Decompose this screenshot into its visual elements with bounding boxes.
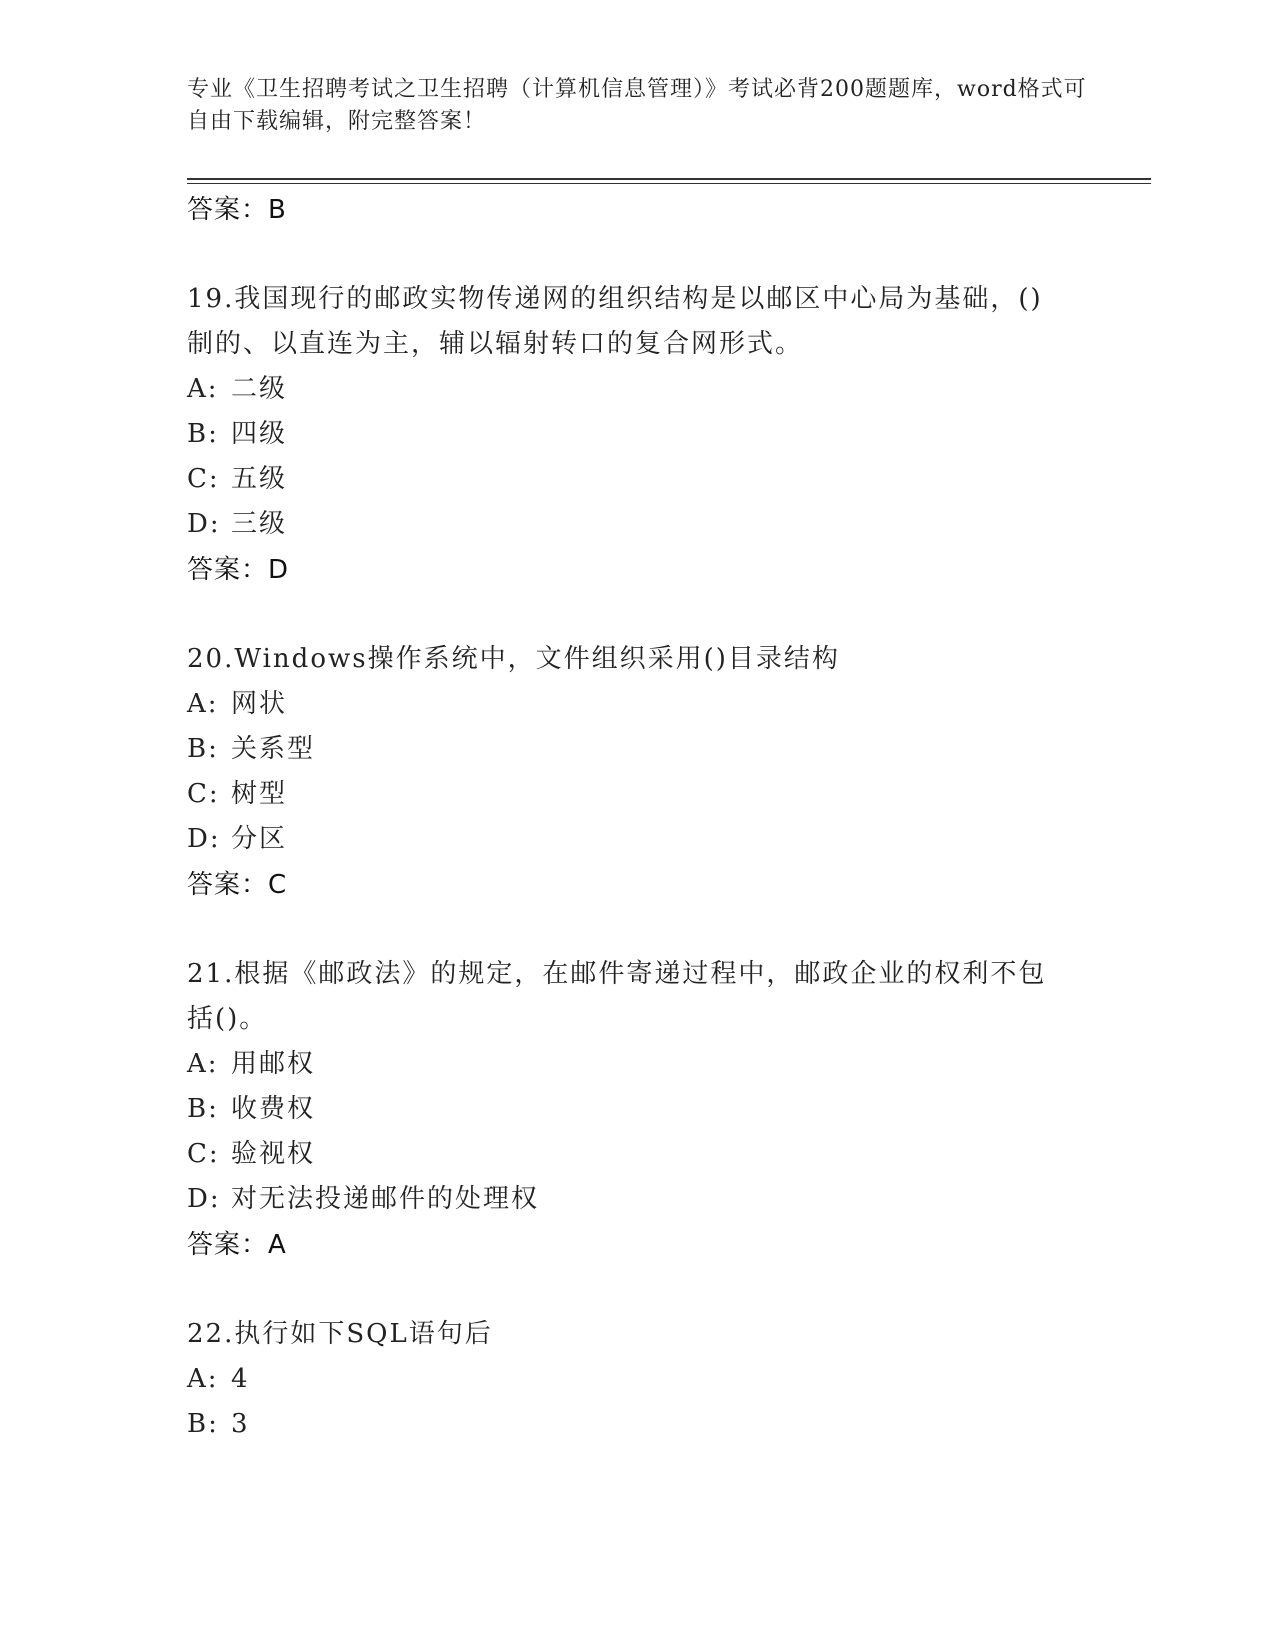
option-letter: D: [187,824,221,854]
answer-label: 答案： [187,1230,269,1260]
option-b [187,1402,1087,1447]
option-letter: B: [187,1094,219,1124]
option-text: 验视权 [231,1139,316,1169]
option-c [187,457,1087,502]
answer-value: D [268,555,290,585]
option-a [187,1357,1087,1402]
option-c [187,772,1087,817]
option-text: 3 [231,1409,250,1439]
question-block [187,1312,1087,1447]
option-text: 树型 [231,779,288,809]
answer-label: 答案： [187,195,269,225]
option-text: 用邮权 [231,1049,316,1079]
option-text: 四级 [231,419,288,449]
option-text: 网状 [231,689,288,719]
document-header: 专业《卫生招聘考试之卫生招聘（计算机信息管理）》考试必背200题题库，word格式可自由下载编辑，附完整答案！ [187,77,1087,134]
question-block [187,952,1087,1312]
question-block [187,637,1087,952]
option-c [187,1132,1087,1177]
option-letter: D: [187,509,221,539]
option-text: 收费权 [231,1094,316,1124]
option-b [187,412,1087,457]
option-b [187,1087,1087,1132]
option-a [187,1042,1087,1087]
option-letter: A: [187,1364,219,1394]
option-letter: C: [187,464,220,494]
option-text: 分区 [231,824,288,854]
option-letter: C: [187,779,220,809]
option-letter: A: [187,689,219,719]
header-divider-thin [187,183,1151,184]
option-text: 对无法投递邮件的处理权 [231,1184,540,1214]
option-text: 二级 [231,374,288,404]
answer-line [187,547,1087,593]
option-letter: B: [187,1409,219,1439]
option-text: 关系型 [231,734,316,764]
answer-value: C [268,870,288,900]
question-list [187,187,1087,1447]
answer-line [187,187,1087,233]
option-b [187,727,1087,772]
option-text: 4 [231,1364,250,1394]
answer-value: B [268,195,287,225]
question-block [187,277,1087,637]
question-stem: 19.我国现行的邮政实物传递网的组织结构是以邮区中心局为基础，()制的、以直连为主，辅以辐射转口的复合网形式。 [187,284,1043,359]
question-stem: 21.根据《邮政法》的规定，在邮件寄递过程中，邮政企业的权利不包括()。 [187,959,1047,1034]
header-divider [187,178,1151,180]
option-text: 三级 [231,509,288,539]
answer-line [187,862,1087,908]
question-stem: 22.执行如下SQL语句后 [187,1319,493,1349]
option-letter: C: [187,1139,220,1169]
option-letter: A: [187,1049,219,1079]
answer-label: 答案： [187,555,269,585]
option-letter: A: [187,374,219,404]
option-letter: B: [187,734,219,764]
answer-line [187,1222,1087,1268]
option-letter: D: [187,1184,221,1214]
option-d [187,502,1087,547]
answer-label: 答案： [187,870,269,900]
answer-value: A [268,1230,287,1260]
option-text: 五级 [231,464,288,494]
option-d [187,817,1087,862]
option-d [187,1177,1087,1222]
option-letter: B: [187,419,219,449]
question-stem: 20.Windows操作系统中，文件组织采用()目录结构 [187,644,840,674]
option-a [187,367,1087,412]
option-a [187,682,1087,727]
